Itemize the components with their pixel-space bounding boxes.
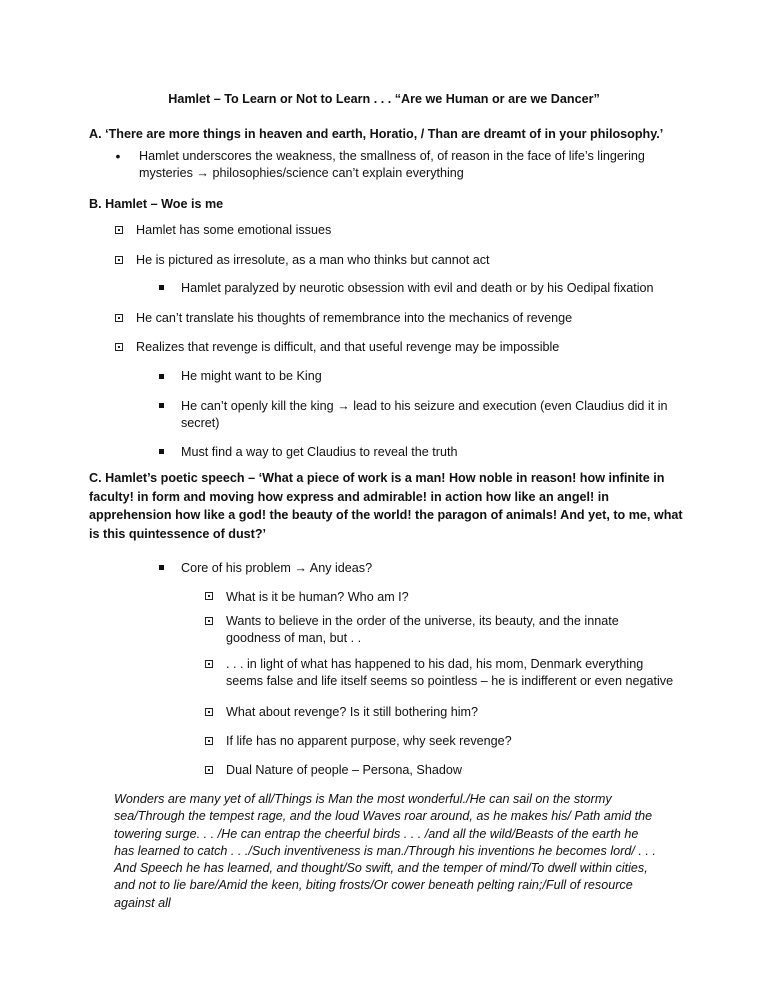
section-b-subitem: He can’t openly kill the king → lead to his seizure and execution (even Claudius did it in secret) (181, 399, 668, 430)
bullet-dot-icon: • (115, 148, 121, 164)
section-c-item: If life has no apparent purpose, why seek revenge? (226, 734, 512, 748)
square-bullet-icon (159, 285, 164, 290)
section-c-item: What is it be human? Who am I? (226, 590, 409, 604)
square-bullet-icon (159, 403, 164, 408)
section-b-subitem: Must find a way to get Claudius to reveal the truth (181, 445, 458, 459)
section-b-heading: B. Hamlet – Woe is me (89, 197, 224, 211)
section-b-item: Hamlet has some emotional issues (136, 223, 332, 237)
box-bullet-icon (205, 766, 213, 774)
section-c-heading: C. Hamlet’s poetic speech – ‘What a piece of work is a man! How noble in reason! how infinite in faculty! in form and moving how express and admirable! in action how like an angel! in apprehension how like a god! the beauty of the world! the paragon of animals! And yet, to me, what is this quintessence of dust?’ (89, 471, 683, 541)
section-c-item: . . . in light of what has happened to his dad, his mom, Denmark everything seems false and life itself seems so pointless – he is indifferent or even negative (226, 657, 674, 688)
section-b-item: Realizes that revenge is difficult, and that useful revenge may be impossible (136, 340, 560, 354)
box-bullet-icon (205, 737, 213, 745)
square-bullet-icon (159, 565, 164, 570)
square-bullet-icon (159, 374, 164, 379)
section-a-heading: A. ‘There are more things in heaven and earth, Horatio, / Than are dreamt of in your philosophy.’ (89, 127, 664, 141)
sophocles-quote: Wonders are many yet of all/Things is Man the most wonderful./He can sail on the stormy sea/Through the tempest rage, and the loud Waves roar around, as he makes his/ Path amid the towering surge. . . /He can entrap the cheerful birds . . . /and all the wild/Beasts of the earth he has learned to catch . . ./Such inventiveness is man./Through his inventions he becomes lord/ . . . And Speech he has learned, and thought/So swift, and the temper of mind/To dwell within cities, and not to lie bare/Amid the keen, biting frosts/Or cower beneath pelting rain;/Full of resource against all (114, 792, 656, 910)
box-bullet-icon (205, 617, 213, 625)
section-b-subitem: He might want to be King (181, 369, 322, 383)
box-bullet-icon (115, 343, 123, 351)
section-b-subitem: Hamlet paralyzed by neurotic obsession with evil and death or by his Oedipal fixation (181, 281, 654, 295)
page-title: Hamlet – To Learn or Not to Learn . . . “Are we Human or are we Dancer” (168, 92, 600, 106)
section-b-item: He is pictured as irresolute, as a man who thinks but cannot act (136, 253, 490, 267)
square-bullet-icon (159, 449, 164, 454)
box-bullet-icon (205, 592, 213, 600)
section-c-item: What about revenge? Is it still bothering him? (226, 705, 479, 719)
section-b-item: He can’t translate his thoughts of remembrance into the mechanics of revenge (136, 311, 573, 325)
section-c-item: Dual Nature of people – Persona, Shadow (226, 763, 462, 777)
box-bullet-icon (205, 660, 213, 668)
section-c-core: Core of his problem → Any ideas? (181, 561, 373, 575)
section-a-item: Hamlet underscores the weakness, the smallness of, of reason in the face of life’s lingering mysteries → philosophies/science can’t explain everything (139, 149, 645, 180)
box-bullet-icon (115, 314, 123, 322)
box-bullet-icon (115, 256, 123, 264)
section-c-item: Wants to believe in the order of the universe, its beauty, and the innate goodness of man, but . . (226, 614, 619, 645)
box-bullet-icon (205, 708, 213, 716)
box-bullet-icon (115, 226, 123, 234)
